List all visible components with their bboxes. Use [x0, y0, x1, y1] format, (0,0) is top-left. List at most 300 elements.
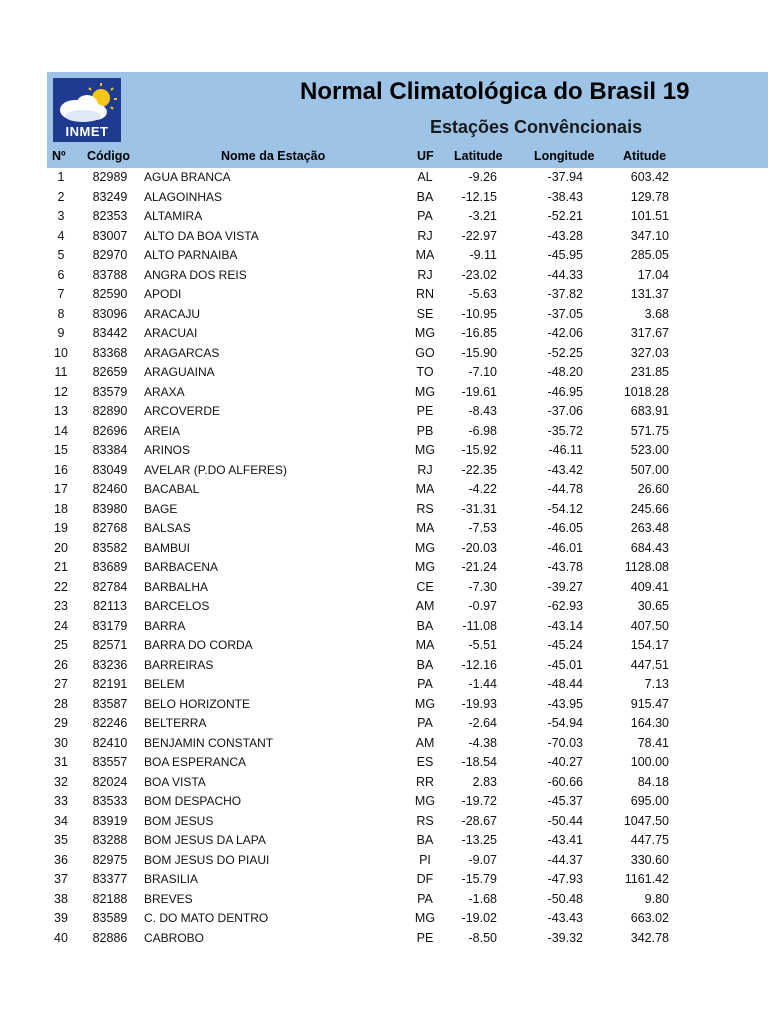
- cell-station-name: ARACUAI: [144, 326, 198, 340]
- cell-latitude: -16.85: [461, 326, 497, 340]
- cell-number: 16: [54, 462, 68, 477]
- table-row: [47, 188, 768, 208]
- cell-uf: CE: [416, 579, 434, 594]
- cell-latitude: -19.02: [461, 911, 497, 925]
- page-subtitle: Estações Convêncionais: [430, 117, 643, 137]
- cell-number: 21: [54, 560, 68, 574]
- cell-altitude: 683.91: [630, 404, 669, 418]
- cell-latitude: -15.90: [461, 345, 497, 360]
- cell-altitude: 684.43: [630, 540, 669, 555]
- table-row: [47, 305, 768, 325]
- cell-station-name: ARACAJU: [144, 306, 201, 321]
- cell-latitude: -31.31: [461, 501, 497, 516]
- cell-uf: MA: [415, 248, 435, 262]
- cell-altitude: 603.42: [630, 170, 669, 184]
- cell-longitude: -48.20: [547, 365, 583, 379]
- cell-code: 83368: [92, 345, 128, 360]
- cell-number: 15: [54, 443, 68, 457]
- table-row: [47, 812, 768, 832]
- cell-longitude: -47.93: [547, 872, 583, 886]
- cell-uf: RR: [415, 774, 435, 789]
- cell-number: 6: [57, 267, 65, 282]
- cell-station-name: BOM JESUS DA LAPA: [144, 833, 266, 847]
- cell-code: 83582: [92, 540, 128, 555]
- cell-code: 83689: [92, 560, 128, 574]
- cell-station-name: ARCOVERDE: [144, 404, 221, 418]
- cell-station-name: BARCELOS: [144, 599, 210, 613]
- table-row: [47, 831, 768, 851]
- cell-latitude: -28.67: [461, 813, 497, 828]
- cell-longitude: -70.03: [547, 735, 583, 750]
- cell-latitude: -9.11: [469, 248, 497, 262]
- cell-altitude: 84.18: [637, 774, 669, 789]
- cell-code: 83919: [92, 813, 128, 828]
- cell-altitude: 129.78: [630, 189, 669, 204]
- table-row: [47, 734, 768, 754]
- cell-number: 13: [54, 404, 68, 418]
- cell-uf: MG: [414, 443, 436, 457]
- cell-station-name: ANGRA DOS REIS: [144, 267, 247, 282]
- table-row: [47, 285, 768, 305]
- cell-longitude: -45.37: [547, 794, 583, 808]
- cell-number: 3: [57, 209, 65, 223]
- cell-latitude: -13.25: [461, 833, 497, 847]
- cell-uf: DF: [416, 872, 434, 886]
- cell-code: 83557: [92, 755, 128, 769]
- cell-station-name: CABROBO: [144, 930, 205, 945]
- cell-longitude: -35.72: [547, 423, 583, 438]
- column-header-uf: UF: [417, 149, 434, 163]
- cell-altitude: 3.68: [644, 306, 669, 321]
- cell-latitude: -7.30: [468, 579, 497, 594]
- cell-code: 83007: [92, 228, 128, 243]
- cell-latitude: -8.43: [468, 404, 497, 418]
- cell-longitude: -38.43: [547, 189, 583, 204]
- cell-longitude: -46.05: [547, 521, 583, 535]
- cell-number: 17: [54, 482, 68, 496]
- cell-latitude: -0.97: [468, 599, 497, 613]
- cell-altitude: 131.37: [630, 287, 669, 301]
- column-header-code: Código: [87, 149, 131, 163]
- cell-uf: AL: [417, 170, 433, 184]
- cell-number: 32: [54, 774, 68, 789]
- cell-longitude: -43.43: [547, 911, 583, 925]
- cell-number: 7: [57, 287, 65, 301]
- page-title: Normal Climatológica do Brasil 19: [300, 78, 690, 105]
- cell-number: 24: [54, 618, 68, 633]
- cell-uf: PE: [416, 404, 434, 418]
- cell-longitude: -60.66: [547, 774, 583, 789]
- cell-altitude: 347.10: [630, 228, 669, 243]
- cell-number: 28: [54, 696, 68, 711]
- cell-station-name: BRASILIA: [144, 872, 199, 886]
- cell-longitude: -52.21: [547, 209, 583, 223]
- cell-uf: BA: [416, 189, 434, 204]
- cell-code: 83384: [92, 443, 128, 457]
- cell-number: 8: [57, 306, 65, 321]
- cell-uf: PA: [417, 716, 433, 730]
- cell-uf: MG: [414, 326, 436, 340]
- cell-longitude: -54.94: [547, 716, 583, 730]
- cell-code: 82571: [92, 638, 128, 652]
- cell-uf: MG: [414, 911, 436, 925]
- cell-altitude: 1128.08: [624, 560, 669, 574]
- cell-altitude: 1018.28: [623, 384, 669, 399]
- cell-uf: BA: [416, 618, 434, 633]
- cell-longitude: -43.28: [547, 228, 583, 243]
- cell-uf: RJ: [417, 462, 433, 477]
- cell-latitude: -20.03: [461, 540, 497, 555]
- table-row: [47, 714, 768, 734]
- cell-uf: ES: [416, 755, 434, 769]
- cell-altitude: 263.48: [630, 521, 669, 535]
- cell-altitude: 30.65: [637, 599, 669, 613]
- cell-code: 83288: [92, 833, 128, 847]
- cell-number: 27: [54, 677, 68, 691]
- table-row: [47, 480, 768, 500]
- cell-number: 30: [54, 735, 68, 750]
- table-row: [47, 558, 768, 578]
- cell-station-name: BELEM: [144, 677, 185, 691]
- cell-number: 20: [54, 540, 68, 555]
- cell-longitude: -44.33: [547, 267, 583, 282]
- logo-text: INMET: [65, 124, 109, 139]
- cell-station-name: AGUA BRANCA: [144, 170, 231, 184]
- cell-altitude: 285.05: [630, 248, 669, 262]
- table-row: [47, 617, 768, 637]
- cell-number: 39: [54, 911, 68, 925]
- cell-uf: MA: [415, 521, 435, 535]
- cell-latitude: -22.97: [461, 228, 497, 243]
- inmet-logo: [53, 78, 121, 142]
- cell-altitude: 523.00: [630, 443, 669, 457]
- cell-altitude: 78.41: [637, 735, 669, 750]
- cell-code: 82975: [92, 852, 128, 867]
- cell-code: 82659: [92, 365, 128, 379]
- cell-uf: RS: [416, 501, 434, 516]
- cell-number: 22: [54, 579, 68, 594]
- cell-station-name: BAGE: [144, 501, 178, 516]
- cell-longitude: -40.27: [547, 755, 583, 769]
- cell-longitude: -46.11: [548, 443, 583, 457]
- table-row: [47, 656, 768, 676]
- cell-code: 82410: [92, 735, 128, 750]
- cell-number: 34: [54, 813, 68, 828]
- cell-altitude: 1161.42: [624, 872, 669, 886]
- table-row: [47, 461, 768, 481]
- cell-latitude: -23.02: [461, 267, 497, 282]
- cell-station-name: ALTAMIRA: [144, 209, 203, 223]
- cell-station-name: BENJAMIN CONSTANT: [144, 735, 274, 750]
- cell-longitude: -46.95: [547, 384, 583, 399]
- cell-longitude: -54.12: [547, 501, 583, 516]
- cell-uf: PE: [416, 930, 434, 945]
- cell-station-name: C. DO MATO DENTRO: [144, 911, 269, 925]
- cell-number: 40: [54, 930, 68, 945]
- table-row: [47, 266, 768, 286]
- table-row: [47, 929, 768, 949]
- cell-altitude: 164.30: [630, 716, 669, 730]
- cell-longitude: -52.25: [547, 345, 583, 360]
- cell-altitude: 17.04: [637, 267, 669, 282]
- cell-latitude: -10.95: [461, 306, 497, 321]
- cell-station-name: BARRA: [144, 618, 186, 633]
- table-row: [47, 441, 768, 461]
- cell-altitude: 1047.50: [623, 813, 669, 828]
- cell-number: 4: [57, 228, 65, 243]
- cell-altitude: 9.80: [644, 891, 669, 906]
- column-header-name: Nome da Estação: [221, 149, 326, 163]
- cell-code: 82989: [92, 170, 128, 184]
- cell-longitude: -37.05: [547, 306, 583, 321]
- cell-code: 83249: [92, 189, 128, 204]
- table-row: [47, 753, 768, 773]
- cell-station-name: BACABAL: [144, 482, 200, 496]
- cell-latitude: -8.50: [468, 930, 497, 945]
- table-header-band: [47, 72, 768, 168]
- cell-number: 29: [54, 716, 68, 730]
- table-row: [47, 578, 768, 598]
- cell-code: 82113: [93, 599, 127, 613]
- cell-altitude: 231.85: [630, 365, 669, 379]
- cell-code: 82696: [92, 423, 128, 438]
- cell-latitude: -11.08: [462, 618, 497, 633]
- cell-station-name: BOA VISTA: [144, 774, 206, 789]
- cell-code: 83579: [92, 384, 128, 399]
- cell-station-name: APODI: [144, 287, 182, 301]
- cell-code: 82970: [92, 248, 128, 262]
- cell-longitude: -62.93: [547, 599, 583, 613]
- cell-uf: BA: [416, 657, 434, 672]
- table-row: [47, 227, 768, 247]
- cell-longitude: -44.37: [547, 852, 583, 867]
- cell-station-name: BELO HORIZONTE: [144, 696, 251, 711]
- cell-altitude: 507.00: [630, 462, 669, 477]
- cell-uf: MG: [414, 696, 436, 711]
- cell-altitude: 330.60: [630, 852, 669, 867]
- cell-code: 82460: [92, 482, 128, 496]
- table-row: [47, 402, 768, 422]
- cell-latitude: -4.38: [468, 735, 497, 750]
- cell-longitude: -39.27: [547, 579, 583, 594]
- cell-number: 31: [54, 755, 68, 769]
- cell-code: 82784: [92, 579, 128, 594]
- table-row: [47, 324, 768, 344]
- cell-latitude: -19.61: [461, 384, 497, 399]
- table-row: [47, 519, 768, 539]
- cell-station-name: BAMBUI: [144, 540, 191, 555]
- cell-latitude: 2.83: [472, 774, 497, 789]
- cell-latitude: -15.92: [461, 443, 497, 457]
- cell-code: 82886: [92, 930, 128, 945]
- cell-altitude: 407.50: [630, 618, 669, 633]
- cell-number: 18: [54, 501, 68, 516]
- cell-uf: RJ: [417, 228, 433, 243]
- table-row: [47, 168, 768, 188]
- column-header-altitude: Atitude: [623, 149, 667, 163]
- cell-number: 19: [54, 521, 68, 535]
- cell-uf: RN: [415, 287, 435, 301]
- cell-number: 36: [54, 852, 68, 867]
- cell-station-name: BOM DESPACHO: [144, 794, 242, 808]
- cell-station-name: AVELAR (P.DO ALFERES): [144, 462, 287, 477]
- table-row: [47, 695, 768, 715]
- cell-longitude: -43.14: [547, 618, 583, 633]
- cell-code: 82890: [92, 404, 128, 418]
- cell-altitude: 7.13: [644, 677, 669, 691]
- cell-uf: RS: [416, 813, 434, 828]
- cell-altitude: 915.47: [630, 696, 669, 711]
- cell-uf: GO: [415, 345, 435, 360]
- cell-latitude: -4.22: [468, 482, 497, 496]
- cell-altitude: 154.17: [630, 638, 669, 652]
- table-row: [47, 597, 768, 617]
- cell-longitude: -43.41: [547, 833, 583, 847]
- cell-latitude: -19.93: [461, 696, 497, 711]
- cell-station-name: BARBALHA: [144, 579, 209, 594]
- cell-latitude: -19.72: [461, 794, 497, 808]
- cell-longitude: -45.24: [547, 638, 583, 652]
- cell-latitude: -3.21: [468, 209, 497, 223]
- cell-longitude: -37.06: [547, 404, 583, 418]
- cell-uf: RJ: [417, 267, 433, 282]
- cell-latitude: -5.51: [468, 638, 497, 652]
- cell-latitude: -5.63: [468, 287, 497, 301]
- cell-uf: MG: [414, 540, 436, 555]
- cell-latitude: -15.79: [461, 872, 497, 886]
- cell-uf: MG: [414, 794, 436, 808]
- table-row: [47, 851, 768, 871]
- cell-uf: TO: [416, 365, 434, 379]
- cell-longitude: -46.01: [547, 540, 583, 555]
- table-row: [47, 773, 768, 793]
- cell-code: 82768: [92, 521, 128, 535]
- cell-station-name: ARAXA: [144, 384, 185, 399]
- cell-latitude: -9.07: [468, 852, 497, 867]
- cell-station-name: AREIA: [144, 423, 181, 438]
- table-row: [47, 207, 768, 227]
- table-row: [47, 890, 768, 910]
- cell-code: 82590: [92, 287, 128, 301]
- column-header-num: Nº: [52, 149, 66, 163]
- cell-altitude: 342.78: [630, 930, 669, 945]
- cell-longitude: -50.44: [547, 813, 583, 828]
- cell-station-name: BOM JESUS: [144, 813, 214, 828]
- cell-latitude: -6.98: [468, 423, 497, 438]
- cell-longitude: -39.32: [547, 930, 583, 945]
- cell-longitude: -45.01: [547, 657, 583, 672]
- cell-latitude: -22.35: [461, 462, 497, 477]
- cell-longitude: -50.48: [547, 891, 583, 906]
- cell-latitude: -7.10: [468, 365, 497, 379]
- cell-uf: PA: [417, 677, 433, 691]
- cell-station-name: ARINOS: [144, 443, 191, 457]
- cell-number: 12: [54, 384, 68, 399]
- cell-number: 9: [57, 326, 65, 340]
- cell-code: 83980: [92, 501, 128, 516]
- cell-uf: AM: [415, 735, 435, 750]
- table-row: [47, 675, 768, 695]
- cell-uf: SE: [416, 306, 434, 321]
- cell-code: 83179: [92, 618, 128, 633]
- cell-latitude: -1.68: [468, 891, 497, 906]
- cell-code: 83788: [92, 267, 128, 282]
- cell-code: 83049: [92, 462, 128, 477]
- cell-code: 83096: [92, 306, 128, 321]
- cell-latitude: -21.24: [461, 560, 497, 574]
- cell-altitude: 447.75: [630, 833, 669, 847]
- cell-station-name: BREVES: [144, 891, 193, 906]
- cell-number: 25: [54, 638, 68, 652]
- cell-number: 35: [54, 833, 68, 847]
- cell-uf: PB: [416, 423, 434, 438]
- cell-station-name: BELTERRA: [144, 716, 207, 730]
- cell-station-name: ALTO DA BOA VISTA: [144, 228, 259, 243]
- column-header-longitude: Longitude: [534, 149, 595, 163]
- cell-code: 82246: [92, 716, 128, 730]
- cell-altitude: 571.75: [630, 423, 669, 438]
- cell-latitude: -7.53: [468, 521, 497, 535]
- table-row: [47, 422, 768, 442]
- cell-number: 11: [54, 365, 68, 379]
- cell-longitude: -44.78: [547, 482, 583, 496]
- cell-altitude: 327.03: [630, 345, 669, 360]
- table-row: [47, 383, 768, 403]
- cell-uf: PA: [417, 891, 433, 906]
- cell-code: 82188: [92, 891, 128, 906]
- table-row: [47, 539, 768, 559]
- table-row: [47, 344, 768, 364]
- cell-code: 83587: [92, 696, 128, 711]
- table-row: [47, 363, 768, 383]
- cell-number: 10: [54, 345, 68, 360]
- cell-station-name: ARAGARCAS: [144, 345, 220, 360]
- cell-longitude: -48.44: [547, 677, 583, 691]
- cell-code: 83377: [92, 872, 128, 886]
- cell-latitude: -2.64: [468, 716, 497, 730]
- cell-latitude: -9.26: [468, 170, 497, 184]
- cell-number: 37: [54, 872, 68, 886]
- cell-station-name: BOA ESPERANCA: [144, 755, 247, 769]
- cell-code: 83236: [92, 657, 128, 672]
- table-row: [47, 792, 768, 812]
- table-row: [47, 246, 768, 266]
- cell-longitude: -43.42: [547, 462, 583, 477]
- cell-longitude: -37.94: [547, 170, 583, 184]
- cell-number: 2: [57, 189, 65, 204]
- cell-number: 26: [54, 657, 68, 672]
- table-row: [47, 870, 768, 890]
- cell-altitude: 447.51: [630, 657, 669, 672]
- cell-code: 83589: [92, 911, 128, 925]
- cell-number: 1: [57, 170, 65, 184]
- cell-longitude: -42.06: [547, 326, 583, 340]
- cell-latitude: -12.16: [461, 657, 497, 672]
- cell-uf: MG: [414, 384, 436, 399]
- cell-uf: BA: [416, 833, 434, 847]
- cell-number: 5: [57, 248, 65, 262]
- cell-station-name: ALAGOINHAS: [144, 189, 223, 204]
- cell-altitude: 100.00: [630, 755, 669, 769]
- cell-uf: PI: [419, 852, 431, 867]
- cell-longitude: -43.78: [547, 560, 583, 574]
- cell-station-name: BALSAS: [144, 521, 191, 535]
- cell-uf: AM: [415, 599, 435, 613]
- cell-altitude: 245.66: [630, 501, 669, 516]
- table-row: [47, 500, 768, 520]
- cell-station-name: BARRA DO CORDA: [144, 638, 253, 652]
- cell-code: 82353: [92, 209, 128, 223]
